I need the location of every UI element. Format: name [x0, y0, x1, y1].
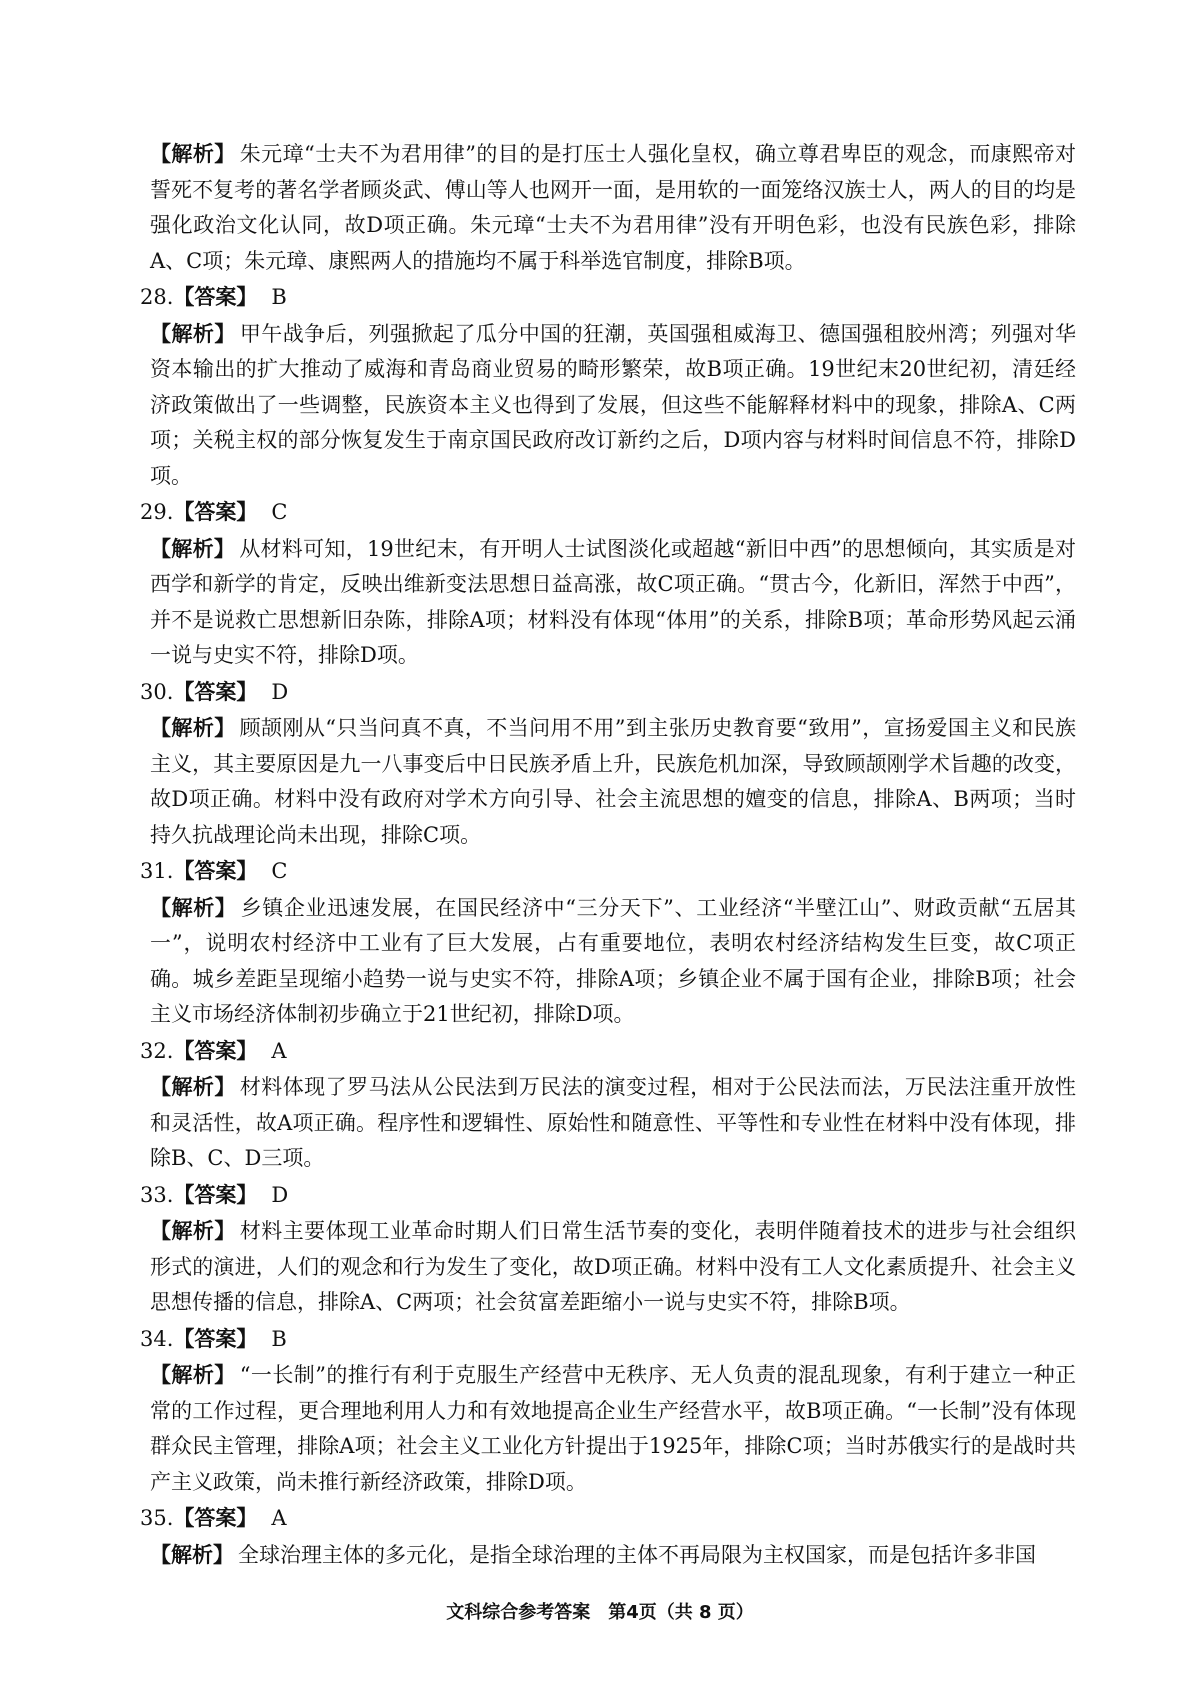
- question-block-33: [140, 1177, 1076, 1321]
- analysis-label: 【解析】: [150, 715, 236, 740]
- answer-value: D: [271, 679, 289, 704]
- answer-line: [140, 853, 1076, 890]
- analysis-text: 材料主要体现工业革命时期人们日常生活节奏的变化，表明伴随着技术的进步与社会组织形式的演进，人们的观念和行为发生了变化，故D项正确。材料中没有工人文化素质提升、社会主义思想传播的信息，排除A、C两项；社会贫富差距缩小一说与史实不符，排除B项。: [150, 1219, 1076, 1314]
- answer-line: [140, 1321, 1076, 1358]
- answer-value: B: [271, 1326, 287, 1351]
- question-number: 33.: [140, 1182, 174, 1207]
- question-block-32: [140, 1033, 1076, 1177]
- analysis-paragraph: [148, 1357, 1076, 1500]
- answer-label: 【答案】: [173, 1037, 258, 1063]
- question-block-29: [140, 494, 1076, 674]
- question-number: 30.: [140, 679, 174, 704]
- answer-label: 【答案】: [173, 678, 258, 704]
- question-block-28: [140, 279, 1076, 494]
- analysis-text: 朱元璋“士夫不为君用律”的目的是打压士人强化皇权，确立尊君卑臣的观念，而康熙帝对誓死不复考的著名学者顾炎武、傅山等人也网开一面，是用软的一面笼络汉族士人，两人的目的均是强化政治文化认同，故D项正确。朱元璋“士夫不为君用律”没有开明色彩，也没有民族色彩，排除A、C项；朱元璋、康熙两人的措施均不属于科举选官制度，排除B项。: [150, 142, 1077, 273]
- question-number: 34.: [140, 1326, 174, 1351]
- analysis-text: 乡镇企业迅速发展，在国民经济中“三分天下”、工业经济“半壁江山”、财政贡献“五居其一”，说明农村经济中工业有了巨大发展，占有重要地位，表明农村经济结构发生巨变，故C项正确。城乡差距呈现缩小趋势一说与史实不符，排除A项；乡镇企业不属于国有企业，排除B项；社会主义市场经济体制初步确立于21世纪初，排除D项。: [150, 895, 1076, 1026]
- answer-label: 【答案】: [173, 499, 258, 524]
- answer-value: C: [271, 500, 288, 524]
- answer-label: 【答案】: [173, 858, 258, 883]
- question-number: 31.: [140, 859, 174, 883]
- question-number: 29.: [140, 500, 174, 524]
- answer-label: 【答案】: [173, 284, 258, 309]
- analysis-label: 【解析】: [150, 1074, 236, 1099]
- analysis-paragraph: [148, 710, 1076, 853]
- answer-label: 【答案】: [173, 1505, 258, 1530]
- analysis-text: 甲午战争后，列强掀起了瓜分中国的狂潮，英国强租威海卫、德国强租胶州湾；列强对华资本输出的扩大推动了威海和青岛商业贸易的畸形繁荣，故B项正确。19世纪末20世纪初，清廷经济政策做出了一些调整，民族资本主义也得到了发展，但这些不能解释材料中的现象，排除A、C两项；关税主权的部分恢复发生于南京国民政府改订新约之后，D项内容与材料时间信息不符，排除D项。: [150, 321, 1076, 488]
- answer-line: [140, 494, 1076, 531]
- analysis-label: 【解析】: [150, 894, 237, 920]
- analysis-label: 【解析】: [150, 141, 236, 166]
- analysis-paragraph: [148, 531, 1076, 674]
- analysis-label: 【解析】: [150, 535, 236, 561]
- answer-value: C: [271, 859, 288, 883]
- question-block-31: [140, 853, 1076, 1033]
- answer-value: B: [271, 285, 287, 309]
- question-number: 28.: [140, 285, 174, 309]
- answer-value: D: [271, 1182, 289, 1207]
- answer-sheet-page: [140, 136, 1077, 1573]
- analysis-label: 【解析】: [150, 1541, 234, 1567]
- answer-line: [140, 1033, 1076, 1070]
- analysis-paragraph: [148, 1213, 1076, 1321]
- analysis-label: 【解析】: [150, 320, 236, 346]
- answer-line: [140, 1177, 1076, 1214]
- question-number: 32.: [140, 1038, 174, 1063]
- analysis-paragraph: [148, 1537, 1076, 1574]
- analysis-label: 【解析】: [150, 1362, 236, 1387]
- answer-value: A: [271, 1038, 287, 1063]
- analysis-label: 【解析】: [150, 1218, 236, 1243]
- analysis-text: 顾颉刚从“只当问真不真，不当问用不用”到主张历史教育要“致用”，宣扬爱国主义和民族主义，其主要原因是九一八事变后中日民族矛盾上升，民族危机加深，导致顾颉刚学术旨趣的改变，故D项正确。材料中没有政府对学术方向引导、社会主流思想的嬗变的信息，排除A、B两项；当时持久抗战理论尚未出现，排除C项。: [150, 716, 1076, 847]
- question-number: 35.: [140, 1506, 174, 1530]
- analysis-paragraph: [148, 316, 1076, 495]
- analysis-text: 全球治理主体的多元化，是指全球治理的主体不再局限为主权国家，而是包括许多非国: [238, 1542, 1036, 1567]
- page-footer: 文科综合参考答案 第4页（共 8 页）: [446, 1602, 754, 1623]
- analysis-paragraph: [148, 890, 1076, 1033]
- answer-value: A: [271, 1506, 287, 1530]
- question-block-34: [140, 1321, 1077, 1501]
- analysis-text: “一长制”的推行有利于克服生产经营中无秩序、无人负责的混乱现象，有利于建立一种正常的工作过程，更合理地利用人力和有效地提高企业生产经营水平，故B项正确。“一长制”没有体现群众民主管理，排除A项；社会主义工业化方针提出于1925年，排除C项；当时苏俄实行的是战时共产主义政策，尚未推行新经济政策，排除D项。: [150, 1363, 1077, 1494]
- answer-line: [140, 1500, 1076, 1537]
- answer-line: [140, 674, 1076, 711]
- answer-label: 【答案】: [173, 1181, 258, 1207]
- answer-label: 【答案】: [173, 1325, 258, 1351]
- analysis-paragraph: [148, 1069, 1076, 1177]
- answer-line: [140, 279, 1076, 316]
- intro-analysis-paragraph: [148, 136, 1076, 279]
- analysis-text: 从材料可知，19世纪末，有开明人士试图淡化或超越“新旧中西”的思想倾向，其实质是对西学和新学的肯定，反映出维新变法思想日益高涨，故C项正确。“贯古今，化新旧，浑然于中西”，并不是说救亡思想新旧杂陈，排除A项；材料没有体现“体用”的关系，排除B项；革命形势风起云涌一说与史实不符，排除D项。: [150, 536, 1076, 667]
- question-block-35: [140, 1500, 1076, 1573]
- analysis-text: 材料体现了罗马法从公民法到万民法的演变过程，相对于公民法而法，万民法注重开放性和灵活性，故A项正确。程序性和逻辑性、原始性和随意性、平等性和专业性在材料中没有体现，排除B、C、D三项。: [150, 1075, 1076, 1170]
- question-block-30: [140, 674, 1076, 854]
